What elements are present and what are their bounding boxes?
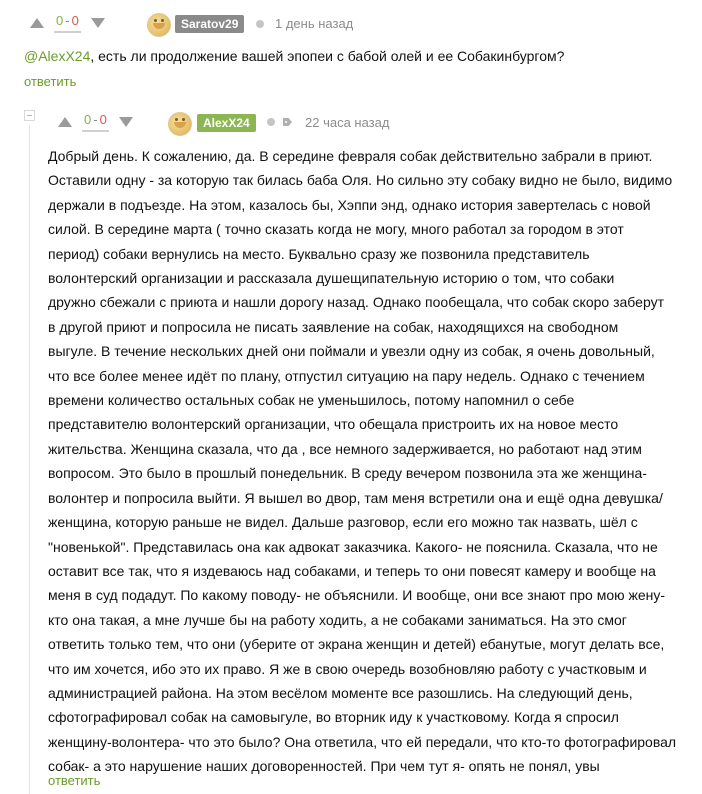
comment-line: женщина, которую раньше не видел. Дальше разговор, если его можно так назвать, шёл с	[48, 514, 638, 531]
collapse-thread-button[interactable]	[24, 110, 35, 121]
reply-link[interactable]: ответить	[48, 773, 101, 788]
score-plus: 0	[56, 12, 64, 28]
status-dot	[267, 118, 275, 126]
comment-line: оставит все так, что я издеваюсь над собаками, и теперь то они повесят камеру и вообще на	[48, 562, 656, 579]
comment-line: ответить только тем, что они (уберите от экрана женщин и детей) ебанутые, могут делать все,	[48, 636, 665, 653]
comment-line: кто она такая, а мне лучше бы на работу ходить, а не собаками заниматься. На это смог	[48, 611, 627, 628]
score-plus: 0	[84, 111, 92, 127]
downvote-arrow-icon[interactable]	[119, 117, 133, 127]
score-minus: 0	[99, 111, 107, 127]
comment-line: собак- а это нарушение наших договоренностей. При чем тут я- опять не понял, увы	[48, 758, 600, 775]
comment-line: представителю волонтерский организации, что обещала пристроить их на новое место	[48, 416, 619, 433]
avatar[interactable]	[168, 112, 192, 136]
username-badge[interactable]: AlexX24	[197, 114, 256, 132]
comment-line: времени количество остальных собак не уменьшилось, потому напомнил о себе	[48, 392, 575, 409]
vote-widget	[30, 11, 105, 35]
comment-line: сфотографировал собак на самовыгуле, во вторник иду к участковому. Когда я спросил	[48, 709, 619, 726]
comment-line: меня в суд подадут. По какому поводу- не объяснили. И вообще, они все знают про мою жену-	[48, 587, 666, 604]
comment-text	[24, 44, 684, 68]
comment-line: силой. В середине марта ( точно сказать когда не могу, много работал за городом в этот	[48, 221, 624, 238]
timestamp: 22 часа назад	[305, 115, 390, 130]
comment-line: выгуле. В течение нескольких дней они поймали и увезли одну из собак, я очень довольный,	[48, 343, 655, 360]
status-dot	[256, 20, 264, 28]
user-mention-link[interactable]: @AlexX24	[24, 48, 91, 64]
comment-line: в другой приют и попросила не писать заявление на собак, находящихся на свободном	[48, 318, 619, 335]
comment-line: дружно сбежали с приюта и нашли дорогу назад. Однако пообещала, что собак скоро заберут	[48, 294, 664, 311]
comment-line: вопросом. Это было в прошлый понедельник. В среду вечером позвонила эта же женщина-	[48, 465, 647, 482]
comment-line: волонтерский организации и рассказала душещипательную историю о том, что собаки	[48, 270, 615, 287]
avatar[interactable]	[147, 13, 171, 37]
comment-line: что им хочется, ибо это их право. Я же в свою очередь возобновляю работу с участковым и	[48, 660, 647, 677]
thread-line	[29, 125, 30, 794]
comment-line: Добрый день. К сожалению, да. В середине февраля собак действительно забрали в приют.	[48, 148, 653, 164]
comment-body: , есть ли продолжение вашей эпопеи с бабой олей и ее Собакинбургом?	[90, 48, 565, 64]
score-minus: 0	[71, 12, 79, 28]
upvote-arrow-icon[interactable]	[30, 18, 44, 28]
vote-widget	[58, 110, 133, 134]
score: 0 - 0	[82, 113, 109, 132]
comment-line: "новенькой". Представилась она как адвокат заказчика. Какого- не пояснила. Сказала, что не	[48, 538, 658, 555]
comment-line: что все более менее идёт по плану, отпустил ситуацию на пару недель. Однако с течением	[48, 367, 645, 384]
timestamp: 1 день назад	[275, 16, 354, 31]
downvote-arrow-icon[interactable]	[91, 18, 105, 28]
comment-line: женщину-волонтера- что это было? Она ответила, что ей передали, что кто-то фотографировал	[48, 733, 677, 750]
comment-line: жительства. Женщина сказала, что да , все немного задерживается, но работают над этим	[48, 440, 642, 457]
comment-line: держали в подъезде. На этом, казалось бы, Хэппи энд, однако история завертелась с новой	[48, 196, 651, 213]
comment-text	[48, 144, 700, 779]
comment-line: волонтер и попросила выйти. Я вышел во двор, там меня встретили она и ещё одна девушка/	[48, 489, 663, 506]
tag-icon	[283, 118, 292, 126]
upvote-arrow-icon[interactable]	[58, 117, 72, 127]
reply-link[interactable]: ответить	[24, 74, 77, 89]
comment-line: Оставили одну - за которую так билась баба Оля. Но сильно эту собаку видно не было, видимо	[48, 172, 673, 189]
score: 0 - 0	[54, 14, 81, 33]
username-badge[interactable]: Saratov29	[175, 15, 244, 33]
comment-line: период) собаки вернулись на место. Буквально сразу же позвонила представитель	[48, 245, 590, 262]
comment-line: администрацией района. На этом весёлом моменте все разошлись. На следующий день,	[48, 684, 633, 701]
